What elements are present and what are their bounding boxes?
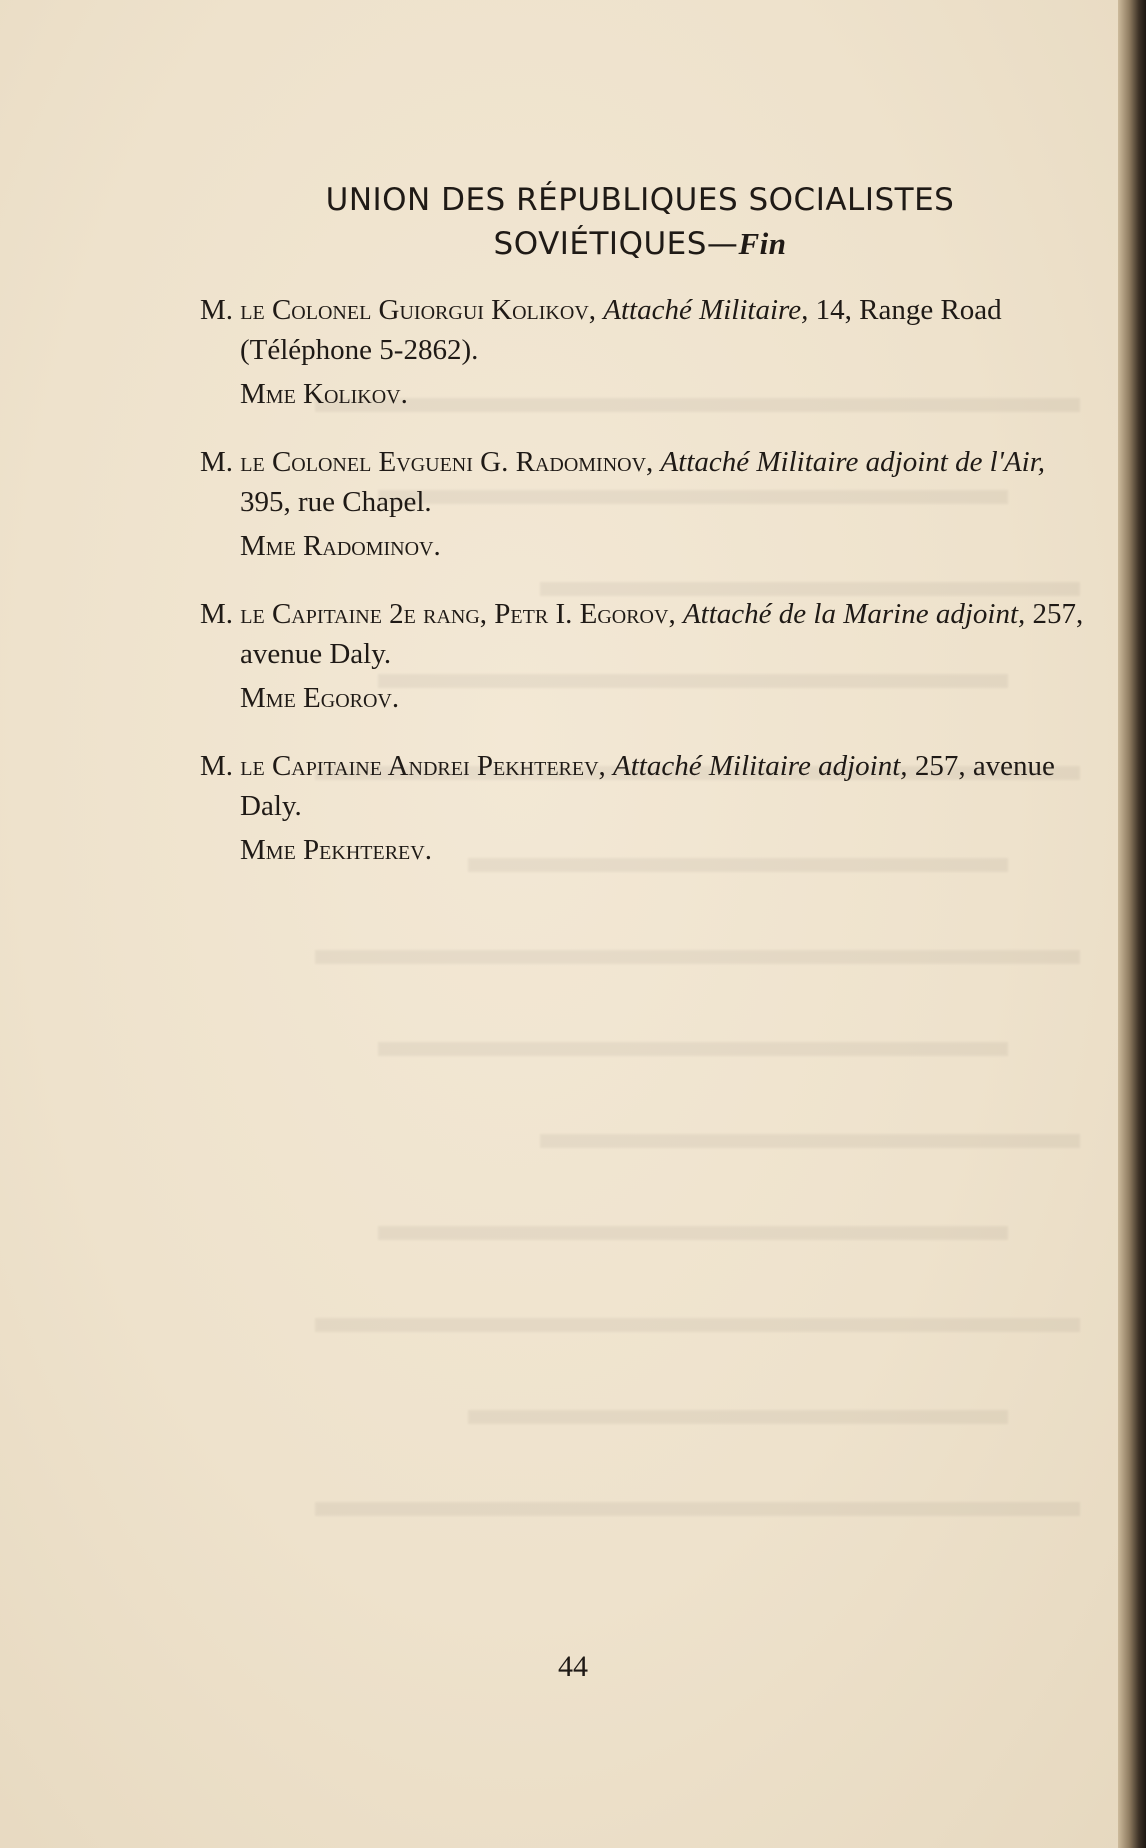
- entry-spouse: Mme Egorov.: [240, 682, 400, 714]
- page-number: 44: [558, 1650, 588, 1683]
- entry-name: M. le Colonel Guiorgui Kolikov,: [200, 294, 597, 326]
- heading-line-1: UNION DES RÉPUBLIQUES SOCIALISTES: [325, 182, 955, 218]
- entry: [200, 594, 1090, 718]
- entry-main-line: [200, 442, 1090, 522]
- entry-title: Attaché Militaire adjoint,: [613, 750, 908, 782]
- entry-address: 257, avenue Daly.: [240, 750, 1055, 822]
- entry: [200, 442, 1090, 566]
- heading-line-2: [200, 222, 1080, 266]
- heading-line-2-italic: Fin: [738, 226, 787, 261]
- entry-address: 14, Range Road (Téléphone 5-2862).: [240, 294, 1002, 366]
- entries-list: [200, 290, 1090, 898]
- book-spine-shadow: [1118, 0, 1146, 1848]
- entry-spouse: Mme Radominov.: [240, 530, 441, 562]
- entry-title: Attaché de la Marine adjoint,: [682, 598, 1026, 630]
- heading-line-2-text: SOVIÉTIQUES—: [493, 226, 739, 262]
- entry-spouse: Mme Pekhterev.: [240, 834, 432, 866]
- entry-title: Attaché Militaire,: [603, 294, 809, 326]
- entry-title: Attaché Militaire adjoint de l'Air,: [660, 446, 1046, 478]
- entry-main-line: [200, 290, 1090, 370]
- entry: [200, 290, 1090, 414]
- entry-main-line: [200, 746, 1090, 826]
- section-heading: [200, 178, 1080, 266]
- entry-name: M. le Capitaine 2e rang, Petr I. Egorov,: [200, 598, 676, 630]
- entry-address: 257, avenue Daly.: [240, 598, 1084, 670]
- entry-name: M. le Capitaine Andrei Pekhterev,: [200, 750, 606, 782]
- entry-spouse: Mme Kolikov.: [240, 378, 408, 410]
- entry: [200, 746, 1090, 870]
- entry-name: M. le Colonel Evgueni G. Radominov,: [200, 446, 654, 478]
- entry-address: 395, rue Chapel.: [240, 486, 432, 518]
- entry-main-line: [200, 594, 1090, 674]
